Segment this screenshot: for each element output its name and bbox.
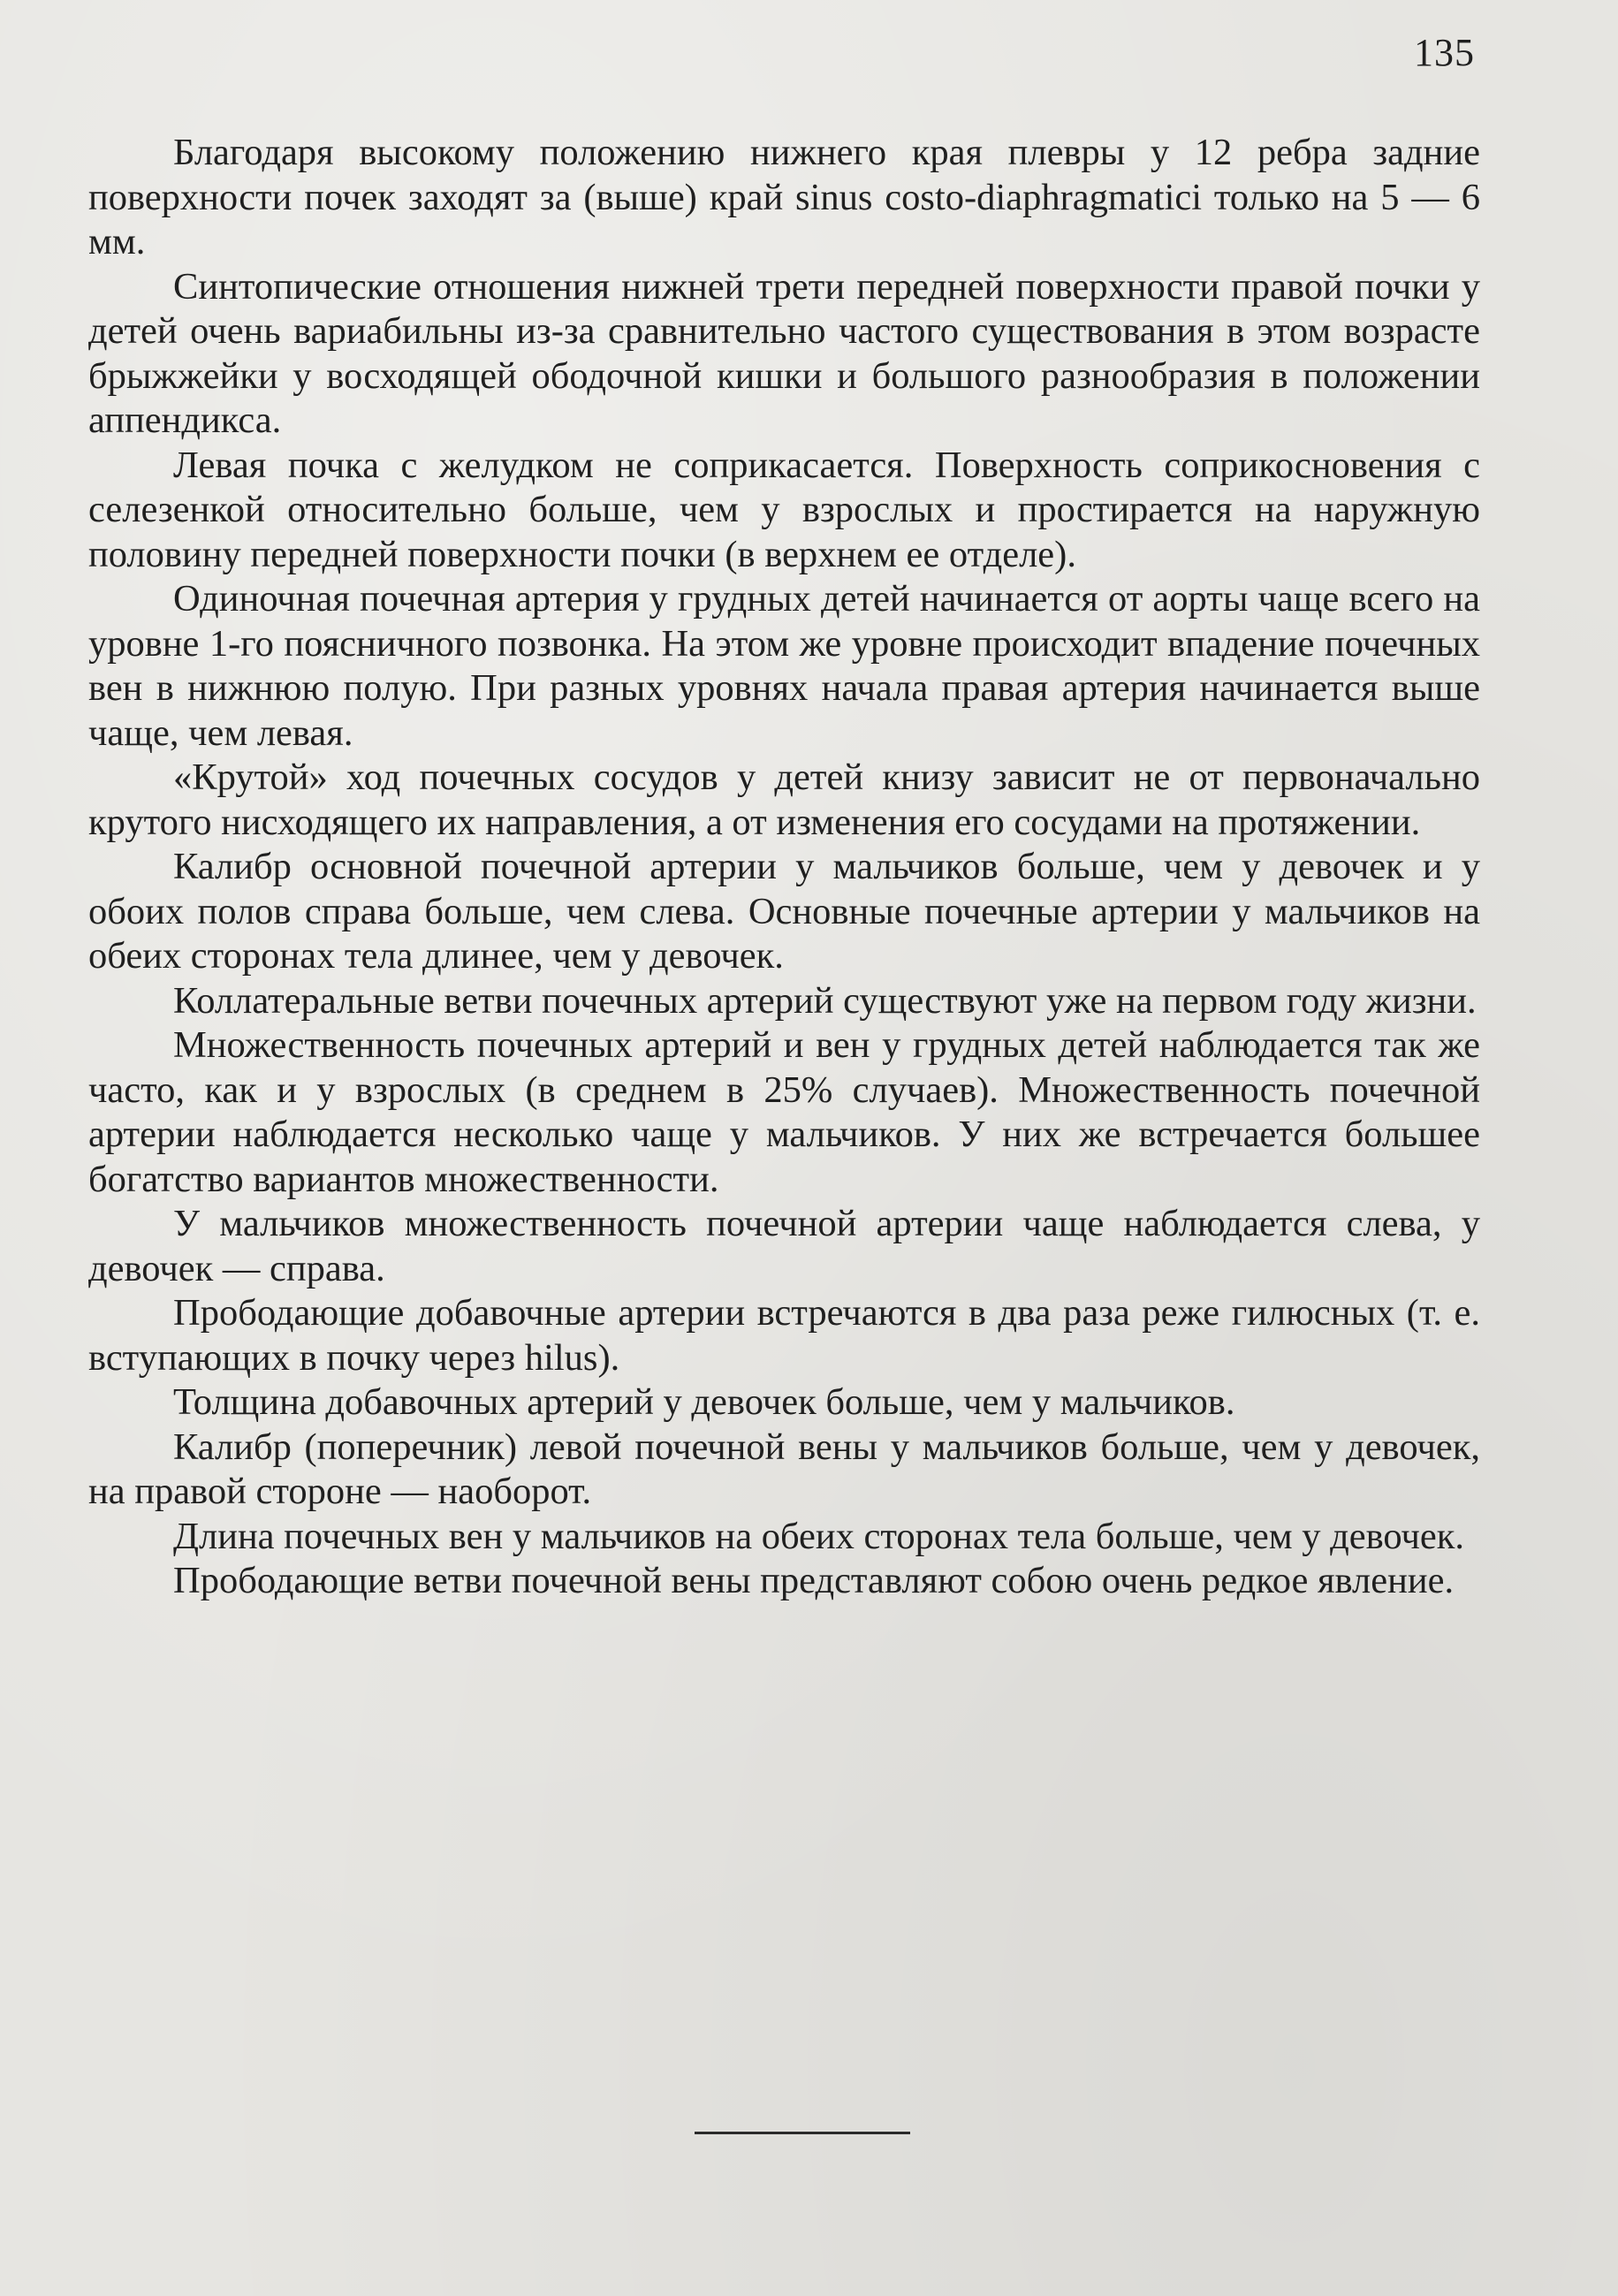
paragraph: Синтопические отношения нижней трети передней поверхности правой почки у детей очень вариабильны из-за сравнительно частого существования в этом возрасте брыжжейки у восходящей ободочной кишки и большого разнообразия в положении аппендикса.	[88, 265, 1480, 441]
paragraph: «Крутой» ход почечных сосудов у детей книзу зависит не от первоначально крутого нисходящего их направления, а от изменения его сосудами на протяжении.	[88, 756, 1480, 843]
paragraph: Толщина добавочных артерий у девочек больше, чем у мальчиков.	[173, 1381, 1235, 1423]
section-divider	[695, 2132, 910, 2134]
page-text	[88, 131, 1480, 1604]
paragraph: Множественность почечных артерий и вен у грудных детей наблюдается так же часто, как и у взрослых (в среднем в 25% случаев). Множественность почечной артерии наблюдается несколько чаще у мальчиков. У них же встречается большее богатство вариантов множественности.	[88, 1024, 1480, 1200]
paragraph: Калибр основной почечной артерии у мальчиков больше, чем у девочек и у обоих полов справа больше, чем слева. Основные почечные артерии у мальчиков на обеих сторонах тела длинее, чем у девочек.	[88, 846, 1480, 977]
paragraph: Прободающие ветви почечной вены представляют собою очень редкое явление.	[173, 1560, 1455, 1601]
paragraph: Прободающие добавочные артерии встречаются в два раза реже гилюсных (т. е. вступающих в почку через hilus).	[88, 1292, 1480, 1379]
paragraph: Коллатеральные ветви почечных артерий существуют уже на первом году жизни.	[173, 979, 1477, 1022]
paragraph: Благодаря высокому положению нижнего края плевры у 12 ребра задние поверхности почек заходят за (выше) край sinus costo-diaphragmatici только на 5 — 6 мм.	[88, 132, 1480, 262]
paragraph: У мальчиков множественность почечной артерии чаще наблюдается слева, у девочек — справа.	[88, 1203, 1480, 1289]
page-number: 135	[1414, 31, 1475, 74]
paragraph: Калибр (поперечник) левой почечной вены у мальчиков больше, чем у девочек, на правой стороне — наоборот.	[88, 1425, 1480, 1512]
paragraph: Левая почка с желудком не соприкасается. Поверхность соприкосновения с селезенкой относительно больше, чем у взрослых и простирается на наружную половину передней поверхности почки (в верхнем ее отделе).	[88, 444, 1480, 575]
paragraph: Одиночная почечная артерия у грудных детей начинается от аорты чаще всего на уровне 1-го поясничного позвонка. На этом же уровне происходит впадение почечных вен в нижнюю полую. При разных уровнях начала правая артерия начинается выше чаще, чем левая.	[88, 578, 1480, 754]
paragraph: Длина почечных вен у мальчиков на обеих сторонах тела больше, чем у девочек.	[173, 1515, 1465, 1557]
